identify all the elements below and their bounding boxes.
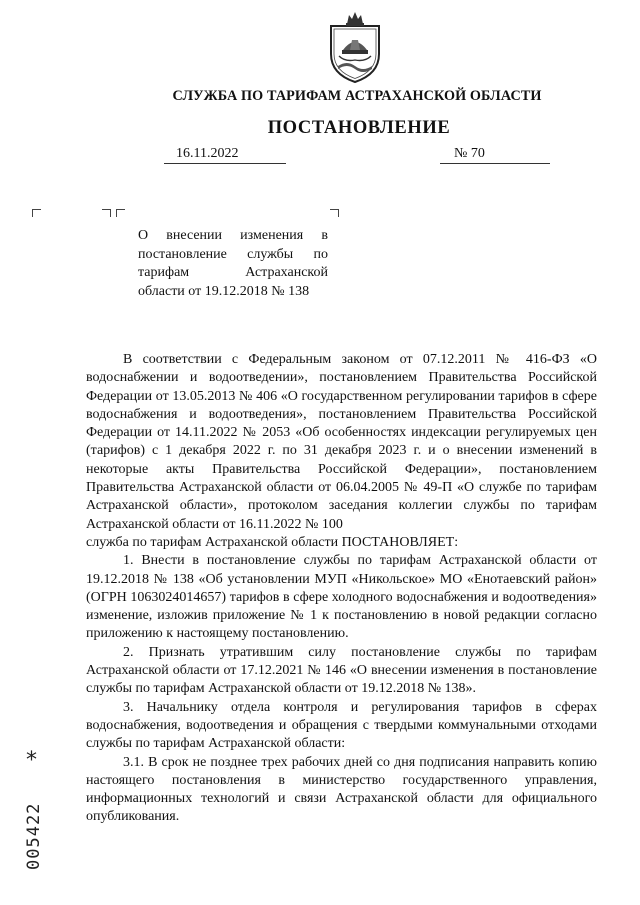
bracket-corner — [330, 209, 339, 217]
organization-name: СЛУЖБА ПО ТАРИФАМ АСТРАХАНСКОЙ ОБЛАСТИ — [172, 88, 542, 104]
margin-stamp-number: 005422 — [24, 802, 44, 870]
astrakhan-emblem-icon — [325, 10, 385, 84]
document-date: 16.11.2022 — [164, 146, 286, 164]
bracket-corner — [102, 209, 111, 217]
subject-line: тарифам Астраханской — [138, 265, 328, 280]
subject-line: О внесении изменения в — [138, 228, 328, 243]
margin-star-mark: * — [26, 748, 37, 773]
clause-3: 3. Начальнику отдела контроля и регулирования тарифов в сферах водоснабжения, водоотведения и обращения с твердыми коммунальными отходами службы по тарифам Астраханской области: — [86, 699, 597, 752]
document-body — [86, 351, 597, 827]
bracket-corner — [32, 209, 41, 217]
subject-line: постановление службы по — [138, 246, 328, 262]
preamble-paragraph: В соответствии с Федеральным законом от 07.12.2011 № 416-ФЗ «О водоснабжении и водоотведении», постановлением Правительства Российской Федерации от 13.05.2013 № 406 «О государственном регулировании тарифов в сфере водоснабжения и водоотведения», постановлением Правительства Российской Федерации от 14.11.2022 № 2053 «Об особенностях индексации регулируемых цен (тарифов) с 1 декабря 2022 г. по 31 декабря 2023 г. и о внесении изменений в некоторые акты Правительства Российской Федерации», постановлением Правительства Астраханской области от 06.04.2005 № 49-П «О службе по тарифам Астраханской области», протоколом заседания коллегии службы по тарифам Астраханской области от 16.11.2022 № 100 — [86, 352, 597, 532]
document-type: ПОСТАНОВЛЕНИЕ — [267, 118, 451, 138]
subject-line: области от 19.12.2018 № 138 — [138, 283, 310, 299]
resolution-paragraph: служба по тарифам Астраханской области ПОСТАНОВЛЯЕТ: — [86, 534, 459, 550]
clause-1: 1. Внести в постановление службы по тарифам Астраханской области от 19.12.2018 № 138 «Об установлении МУП «Никольское» МО «Енотаевский район» (ОГРН 1063024014657) тарифов в сфере холодного водоснабжения и водоотведения» изменение, изложив приложение № 1 к постановлению в новой редакции согласно приложению к настоящему постановлению. — [86, 553, 597, 642]
document-subject — [138, 227, 328, 301]
clause-2: 2. Признать утратившим силу постановление службы по тарифам Астраханской области от 17.12.2021 № 146 «О внесении изменения в постановление службы по тарифам Астраханской области от 19.12.2018 № 138». — [86, 644, 597, 697]
clause-3-1: 3.1. В срок не позднее трех рабочих дней со дня подписания направить копию настоящего постановления в министерство государственного управления, информационных технологий и связи Астраханской области для официального опубликования. — [86, 754, 597, 825]
document-number: № 70 — [440, 146, 550, 164]
bracket-corner — [116, 209, 125, 217]
